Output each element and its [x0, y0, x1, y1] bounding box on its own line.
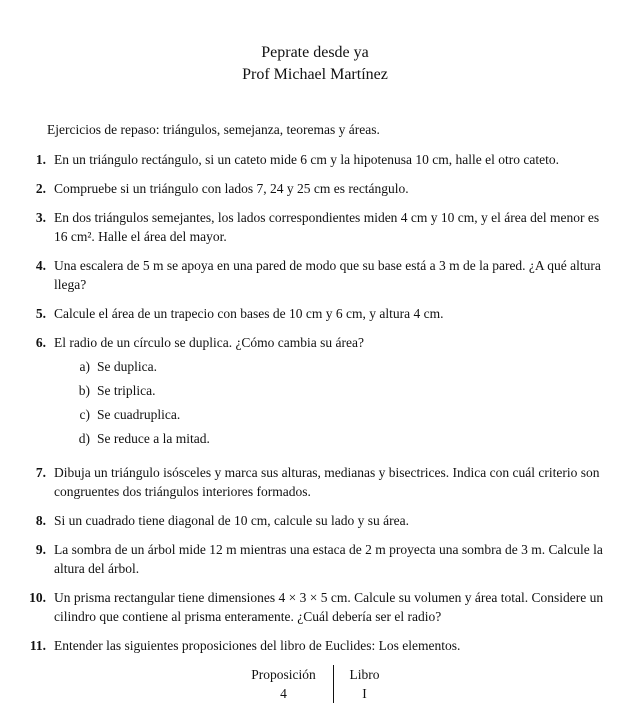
exercise-number: 2.	[35, 181, 46, 196]
exercise-number: 3.	[35, 210, 46, 225]
exercise-number: 1.	[35, 152, 46, 167]
exercise-item-11	[20, 636, 610, 655]
exercise-text	[54, 333, 610, 453]
exercise-item-3	[20, 208, 610, 246]
exercise-item-6	[20, 333, 610, 453]
exercise-text: Una escalera de 5 m se apoya en una pared de modo que su base está a 3 m de la pared. ¿A qué altura llega?	[54, 258, 601, 292]
exercise-list	[20, 150, 610, 655]
exercise-text: La sombra de un árbol mide 12 m mientras una estaca de 2 m proyecta una sombra de 3 m. Calcule la altura del árbol.	[54, 542, 603, 576]
exercise-number: 11.	[29, 638, 46, 653]
exercise-item-1	[20, 150, 610, 169]
table-row	[235, 684, 396, 703]
exercise-number: 6.	[35, 335, 46, 350]
exercise-text: Si un cuadrado tiene diagonal de 10 cm, calcule su lado y su área.	[54, 513, 410, 528]
exercise-text: Compruebe si un triángulo con lados 7, 24 y 25 cm es rectángulo.	[54, 181, 409, 196]
exercise-text: En un triángulo rectángulo, si un cateto mide 6 cm y la hipotenusa 10 cm, halle el otro cateto.	[54, 152, 559, 167]
exercise-item-10	[20, 588, 610, 626]
exercise-text: Calcule el área de un trapecio con bases de 10 cm y 6 cm, y altura 4 cm.	[54, 306, 444, 321]
option-item-b	[72, 381, 608, 400]
option-label: a)	[79, 359, 90, 374]
exercise-text: Entender las siguientes proposiciones del libro de Euclides: Los elementos.	[54, 638, 461, 653]
exercise-text-main: El radio de un círculo se duplica. ¿Cómo cambia su área?	[54, 335, 365, 350]
exercise-text: Un prisma rectangular tiene dimensiones 4 × 3 × 5 cm. Calcule su volumen y área total. Considere un cilindro que contiene al prisma enteramente. ¿Cuál debería ser el radio?	[54, 590, 604, 624]
document-author: Prof Michael Martínez	[242, 66, 388, 83]
exercise-number: 10.	[29, 590, 46, 605]
exercise-number: 9.	[35, 542, 46, 557]
propositions-table-wrap	[20, 665, 610, 703]
exercise-item-2	[20, 179, 610, 198]
exercise-number: 7.	[35, 465, 46, 480]
option-text: Se triplica.	[97, 383, 156, 398]
option-label: d)	[78, 431, 90, 446]
exercise-item-4	[20, 256, 610, 294]
exercise-text: Dibuja un triángulo isósceles y marca sus alturas, medianas y bisectrices. Indica con cuál criterio son congruentes dos triángulos interiores formados.	[54, 465, 600, 499]
exercise-number: 8.	[35, 513, 46, 528]
table-header-row	[235, 665, 396, 684]
exercise-item-9	[20, 540, 610, 578]
document-title: Peprate desde ya	[261, 44, 369, 61]
option-text: Se cuadruplica.	[97, 407, 181, 422]
option-item-c	[72, 405, 608, 424]
exercise-item-8	[20, 511, 610, 530]
option-label: c)	[79, 407, 90, 422]
option-item-d	[72, 429, 608, 448]
propositions-table	[235, 665, 396, 703]
title-block	[20, 42, 610, 86]
table-cell-proposicion: 4	[280, 686, 287, 701]
option-text: Se duplica.	[97, 359, 157, 374]
table-header-proposicion: Proposición	[251, 667, 316, 682]
intro-text: Ejercicios de repaso: triángulos, semejanza, teoremas y áreas.	[47, 122, 380, 137]
exercise-item-7	[20, 463, 610, 501]
table-header-libro: Libro	[333, 665, 396, 684]
exercise-text: En dos triángulos semejantes, los lados correspondientes miden 4 cm y 10 cm, y el área del menor es 16 cm². Halle el área del mayor.	[54, 210, 600, 244]
option-label: b)	[78, 383, 90, 398]
exercise-number: 5.	[35, 306, 46, 321]
option-text: Se reduce a la mitad.	[97, 431, 210, 446]
exercise-item-5	[20, 304, 610, 323]
option-list	[54, 357, 608, 448]
exercise-number: 4.	[35, 258, 46, 273]
option-item-a	[72, 357, 608, 376]
table-cell-libro: I	[333, 684, 396, 703]
